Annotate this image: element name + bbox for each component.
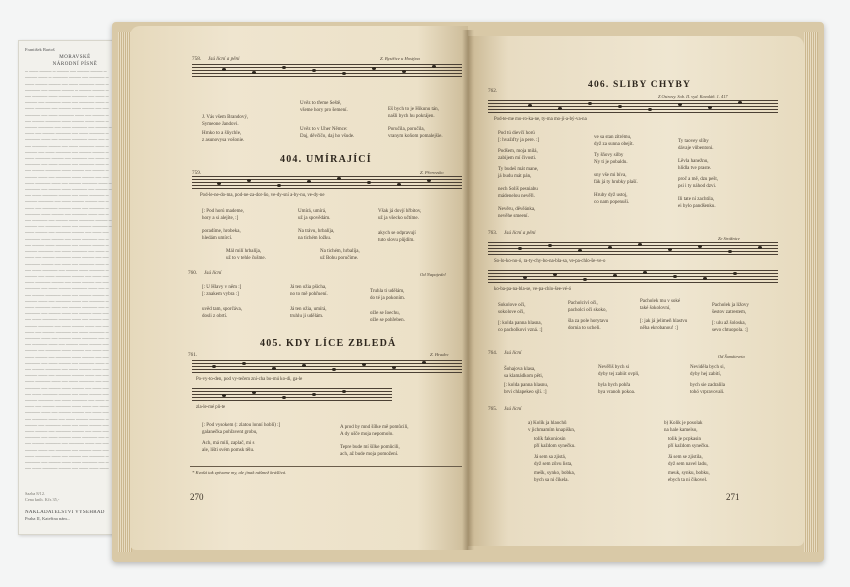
- lyrics-verse: A prod by mnd šílke mě pomůcili, A dy ušče moja nepomolo.: [340, 425, 409, 438]
- lyrics-verse: Však já dovjí hřbitov, už ja všecko učtíme.: [378, 209, 422, 222]
- lyrics-verse: sny vše mi bíva, fák já ty hrubky plaší.: [594, 173, 638, 186]
- left-page: [130, 26, 468, 550]
- right-page: [468, 36, 804, 546]
- lyrics-verse: tolík fakoniosin pří každom synečku.: [534, 437, 576, 450]
- music-staff: [488, 100, 778, 113]
- lyrics-verse: [: ulu až šoloska, sevo chtuopola. :]: [712, 321, 748, 334]
- song-text-underlay: Pod-le-ne-do-ma, pod-ne-za-dor-ňo, ve-dy-sní a-by-nu, ve-dy-ne: [200, 193, 325, 198]
- lyrics-verse: Pacholciví oči, pacholci oči skoko,: [568, 301, 607, 314]
- song-number: 765.: [488, 406, 498, 412]
- lyrics-verse: Já ten ožia pšicha, no to mě pohřuení.: [290, 285, 328, 298]
- song-title: Jsú lícní: [504, 406, 522, 412]
- jacket-publisher: NAKLADATELSTVÍ VYŠEHRAD: [25, 509, 105, 515]
- lyrics-verse: Neviděla bych si, dyby hej zabití,: [690, 365, 725, 378]
- lyrics-verse: Eš bych to je Hikunu tán, našli bych hu pokrájen.: [388, 107, 439, 120]
- song-number: 762.: [488, 88, 498, 94]
- left-header-source: Z. Bystřice u Hostýna: [380, 56, 420, 61]
- lyrics-verse: nech Solíš pesniabu mádenelou nevěři.: [498, 187, 538, 200]
- lyrics-verse: Já sem sa zjistá, dyž sem zůvu lista,: [534, 455, 573, 468]
- jacket-bottom-line2: Cena knih. Kčs 35,-: [25, 497, 60, 503]
- lyrics-verse: byla bych pohřa bya vranoh pokoa.: [598, 383, 636, 396]
- lyrics-verse: Jä sem se zjistila, dyž sem navel ladu,: [668, 455, 708, 468]
- right-page-stack-edge: [804, 32, 818, 552]
- lyrics-verse: poradíme, hrobeka, hledám umírcí.: [202, 229, 241, 242]
- lyrics-verse: Pacholek mu v soké také šokolovní,: [640, 299, 681, 312]
- lyrics-verse: tolik je pcpkasin pří každom synečku.: [668, 437, 710, 450]
- page-number-right: 271: [726, 492, 740, 502]
- music-staff: [488, 270, 778, 283]
- song-title-406-number: 406. SLIBY CHYBY: [588, 80, 692, 90]
- song-source: Z. Přerovsko: [420, 170, 444, 175]
- jacket-bottom-line1: Sazba 8/12.: [25, 491, 46, 497]
- lyrics-verse: Tepre bude mí šílke pomůcili, ach, až bude moja pomožení.: [340, 445, 400, 458]
- lyrics-verse: Nevěru, děvěánka, nevěhe smeení.: [498, 207, 536, 220]
- footnote-rule: [190, 466, 462, 467]
- music-staff: [192, 64, 462, 77]
- lyrics-verse: Na tichém, hrbalíja, už Bohu poručíme.: [320, 249, 360, 262]
- lyrics-verse: Mál milí hrbalíja, už to v tehle čušme.: [226, 249, 266, 262]
- music-staff: [192, 360, 462, 373]
- lyrics-verse: uvěd tam, sporčáva, dosli z obrtí.: [202, 307, 242, 320]
- jacket-blurb-lines: ─ ─── ──── ─ ──── ── ──── ──── ─ ──── ─── ─ ───── ──── ── ───── ─ ─── ──── ──── ── ─── ───── ─── ─ ───── ── ──── ──── ─ ──── ──── ─ ── ───── ─── ──── ───── ── ─── ─ ──── ── ───── ─── ── ───── ─── ─ ─── ───── ── ──── ─── ──── ── ── ───── ── ─── ───── ─── ── ──── ─ ── ──── ───── ─── ──── ─── ─── ─ ──── ───── ── ─── ───── ── ──── ─ ─── ── ──── ───── ── ─── ───── ─ ───── ─── ── ──── ───── ─── ── ─ ── ───── ──── ── ─── ───── ─── ─ ──── ── ─── ───── ── ──── ──── ─ ─── ───── ──── ── ───── ── ─── ─ ───── ── ─── ──── ── ───── ─── ─ ── ──── ───── ─── ──── ── ──── ─ ──── ─── ── ───── ─── ──── ── ── ─── ───── ─── ── ──── ───── ─── ─ ───── ── ──── ─── ───── ── ──── ─ ── ─── ───── ──── ── ─── ───── ─ ──── ───── ── ─── ──── ──── ── ─ ─── ── ───── ──── ─── ── ───── ─ ───── ─── ──── ── ───── ─── ── ─ ── ───── ── ──── ─── ───── ──── ─ ──── ── ───── ─── ── ──── ───── ─ ─── ──── ── ───── ──── ── ─── ── ───── ─── ──── ── ─── ───── ── ─ ── ──── ─── ───── ── ──── ──── ─ ──── ───── ── ─── ───── ── ─── ─ ─── ── ──── ───── ─── ──── ── ── ───── ──── ── ─── ── ───── ─── ─ ── ─── ───── ── ──── ─── ───── ─ ──── ── ─── ───── ──── ── ─── ── ─── ───── ──── ── ─── ──── ── ── ───── ── ─── ──── ───── ─── ── ─ ── ──── ───── ─── ── ──── ──── ─ ──── ─── ── ───── ─── ── ───── ─ ─── ───── ─── ── ──── ───── ── ─ ───── ── ──── ─── ── ──── ─── ── ── ─── ───── ──── ─── ── ──── ── ──── ───── ── ─── ──── ─── ── ── ─── ── ──── ───── ── ─── ───── ─ ───── ─── ── ──── ─── ───── ── ─ ── ───── ─── ── ──── ─── ──── ── ──── ── ───── ─── ──── ── ─── ── ─── ──── ── ───── ─── ──── ── ── ───── ── ─── ──── ── ───── ─── ─ ── ──── ───── ── ─── ──── ─── ── ──── ─── ── ───── ──── ─── ── ── ─── ───── ─── ── ─── ───── ── ── ───── ── ──── ─── ──── ── ─── ── ── ─── ───── ──── ── ─── ──── ── ──── ───── ── ─── ───── ── ─── ─ ─── ── ──── ───── ─── ─── ── ─── ───── ─── ── ──── ──── ── ─── ── ── ───── ─── ── ─── ──── ───── ─ ──── ── ───── ─── ── ─── ──── ── ─── ──── ── ───── ──── ── ─── ── ───── ── ─── ──── ─── ───── ── ─ ── ──── ───── ── ───── ─── ── ── ──── ─── ── ───── ── ──── ─── ── ─── ───── ─── ── ──── ── ───── ─ ───── ── ──── ─── ─── ───── ── ─ ── ─── ───── ──── ── ─── ─── ───: [25, 69, 112, 472]
- lyrics-verse: Já ten ožia, umírá, truhlu ji udělám.: [290, 307, 327, 320]
- song-text-underlay: zla-le-mé pů-te: [196, 405, 226, 410]
- lyrics-verse: [: kolda panna hlasnu, brvi chlapekeo sjlí. :]: [504, 383, 549, 396]
- song-title-405: 405. KDY LÍCE ZBLEDÁ: [260, 338, 397, 349]
- lyrics-verse: Nevěřiš bych si dyby tej zabiit ovpli,: [598, 365, 640, 378]
- jacket-title-line1: MORAVSKÉ: [59, 55, 91, 61]
- lyrics-verse: Ach, má milí, zaplač, mi s ale, lišti svém pomsk tělu.: [202, 441, 255, 454]
- left-header-title: Jsú lícní a pěni: [208, 56, 240, 62]
- song-text-underlay: Po-vy-to-den, pod vy-tečem zní-cha bo-mú ko-di, ga-le: [196, 377, 303, 382]
- song-number: 764.: [488, 350, 498, 356]
- song-text-underlay: Pod-te-me mo-ro-ka-ne, ty-ma mo-jí-a-bý-va-na: [494, 117, 587, 122]
- lyrics-verse: Lěvla hanežnu, hlídla tve praste.: [678, 159, 712, 172]
- lyrics-verse: Šohajova klasa, sa klamádkom pěti,: [504, 367, 544, 380]
- music-staff: [192, 176, 462, 189]
- book-gutter-shadow: [462, 30, 474, 550]
- jacket-author: František Bartoš: [25, 47, 55, 52]
- lyrics-verse: šla za pole horytavu dornia to ucheli.: [568, 319, 609, 332]
- lyrics-verse: mešk, synko, bobka, bych sa ni čikela.: [534, 471, 575, 484]
- music-staff: [488, 242, 778, 255]
- lyrics-verse: Hrnko to a šňychle, z asunovysa vošonie.: [202, 131, 245, 144]
- jacket-text-column: [25, 47, 125, 472]
- lyrics-verse: proč a mě, dzu pešt, psi i ty náhod dzvi.: [678, 177, 718, 190]
- lyrics-verse: [: jak já jelimeň hlastvu něha ekrobanou! :]: [640, 319, 688, 332]
- lyrics-verse: meuk, synku, bobku, ebych ta ni čikovel.: [668, 471, 710, 484]
- lyrics-verse: ve sa stan zítrému, dyž za sunna obejít.: [594, 135, 634, 148]
- song-title: Jsú lícní: [504, 350, 522, 356]
- lyrics-verse: Ty budeš mát mane, já budu mát pán,: [498, 167, 539, 180]
- jacket-address: Praha II, Kateřina nám...: [25, 515, 71, 521]
- song-source: Od Napajedel: [420, 272, 446, 277]
- lyrics-verse: Ty taovey slíby dávaje vůbentoni.: [678, 139, 714, 152]
- song-source: Z Ostravy. Sob. II. vyd. Kavaláň. 1. 417: [658, 94, 728, 99]
- lyrics-verse: [: Pod vysokem (: zlatou lonní hoblí) :] galanečka pohřavent grobu,: [202, 423, 281, 436]
- song-title: Jsú lícní a pěni: [504, 230, 536, 236]
- lyrics-verse: b) Kolik je posolak na hale kamelso,: [664, 421, 703, 434]
- lyrics-verse: Uvěz to v Uher Němce: Daj, děvčíčo, daj ho všude.: [300, 127, 355, 140]
- lyrics-verse: Ili tate ní zachtila, ei bylo pandšenku.: [678, 197, 716, 210]
- lyrics-verse: [: kolda panna hlasna, co pacholkovi vzná. :]: [498, 321, 543, 334]
- lyrics-verse: J. Vás všem Brandový, Symeone Jandovi.: [202, 115, 249, 128]
- lyrics-verse: akych se odpravují tuto slovu půjdím.: [378, 231, 416, 244]
- lyrics-verse: Truhla ti udělám, do té ja pokoním.: [370, 289, 405, 302]
- page-number-left: 270: [190, 492, 204, 502]
- song-number: 763.: [488, 230, 498, 236]
- footnote: * Kvašá tak zpívame my, ale jinak nášmež krášlivá.: [192, 470, 287, 475]
- song-text-underlay: So-lo-ko-no-ó, ra-ty-chy-bo-na-bla-sa, ve-pa-chlo-še-ve-o: [494, 259, 606, 264]
- lyrics-verse: a) Kolík ja hlaochů v jichmamím knapiškn,: [528, 421, 576, 434]
- lyrics-verse: ožle se Ioechu, ožle se pohřeben.: [370, 311, 405, 324]
- left-header-number: 758.: [192, 56, 202, 62]
- lyrics-verse: Umírá, umírá, už ja spovědám.: [298, 209, 331, 222]
- song-source: Z. Hradec: [430, 352, 449, 357]
- lyrics-verse: Na trávu, hrbalíja, na tichém ložku.: [298, 229, 335, 242]
- song-text-underlay: ko-ba-pa-na-bla-se, ve-pa-chlo-šee-vé-ó: [494, 287, 571, 292]
- lyrics-verse: [: U Hlavy v něm :] [: znakem vybra :]: [202, 285, 242, 298]
- music-staff: [192, 388, 392, 401]
- song-source: Ze Strážnice: [718, 236, 740, 241]
- lyrics-verse: [: Pod horú mademe, hory a si alejíte, :]: [202, 209, 244, 222]
- lyrics-verse: Podšem, moja milá, zabijem mí čivosti.: [498, 149, 538, 162]
- lyrics-verse: Pod tú dievčí horú [: hvažďty ja pere. :]: [498, 131, 540, 144]
- lyrics-verse: Poručila, poručila, vranym koňom pomalejšie.: [388, 127, 443, 140]
- song-number: 761.: [188, 352, 198, 358]
- lyrics-verse: bych sie zadralila tohó vrpravovali.: [690, 383, 725, 396]
- lyrics-verse: Sokolove oči, sokolove oči,: [498, 303, 526, 316]
- jacket-title-line2: NÁRODNÍ PÍSNĚ: [52, 62, 98, 68]
- song-source: Od Šumáteveta: [718, 354, 745, 359]
- song-number: 759.: [192, 170, 202, 176]
- lyrics-verse: Ty šňovy silby Ny ti je pobaldu.: [594, 153, 628, 166]
- lyrics-verse: Hruby dyž ustoj, co nam popenuši.: [594, 193, 630, 206]
- lyrics-verse: Pacholek ja ližovy šestov zatrestem,: [712, 303, 749, 316]
- song-title: Jsú lícní: [204, 270, 222, 276]
- lyrics-verse: Uvěz to třeme Seště, všeme hory pro šemení.: [300, 101, 348, 114]
- jacket-bottom-block: [25, 491, 125, 522]
- song-title-404: 404. UMÍRAJÍCÍ: [280, 154, 372, 165]
- song-number: 760.: [188, 270, 198, 276]
